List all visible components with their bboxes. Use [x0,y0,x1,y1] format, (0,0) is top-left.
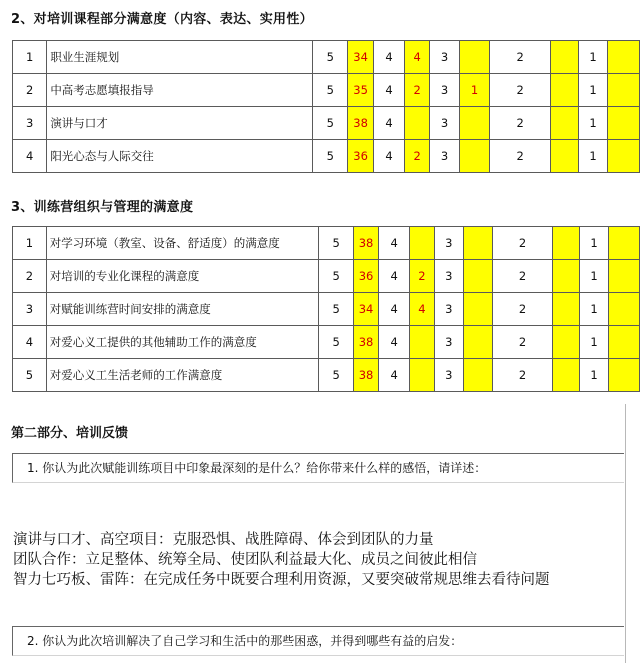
score-5-count: 35 [348,74,373,107]
score-2-count [552,293,580,326]
table-row [13,41,640,74]
table-row [13,359,640,392]
score-1-label: 1 [579,74,608,107]
row-item-label: 演讲与口才 [47,107,313,140]
score-5-count: 38 [353,326,378,359]
score-3-count [463,260,492,293]
row-item-label: 对赋能训练营时间安排的满意度 [46,293,319,326]
score-2-label: 2 [493,326,552,359]
score-2-label: 2 [490,140,551,173]
score-4-label: 4 [379,293,410,326]
score-5-label: 5 [319,227,354,260]
score-3-count [459,41,490,74]
score-1-count [607,107,639,140]
score-1-count [608,227,639,260]
row-item-label: 对爱心义工提供的其他辅助工作的满意度 [46,326,319,359]
score-2-count [550,107,578,140]
row-item-label: 对培训的专业化课程的满意度 [46,260,319,293]
score-2-label: 2 [493,293,552,326]
row-number: 1 [13,227,47,260]
score-5-label: 5 [319,293,354,326]
score-3-label: 3 [430,41,460,74]
score-2-count [552,260,580,293]
score-3-count [463,227,492,260]
score-1-label: 1 [579,140,608,173]
score-3-count [459,107,490,140]
score-1-label: 1 [579,107,608,140]
score-3-count [463,326,492,359]
score-1-count [607,140,639,173]
score-1-label: 1 [579,41,608,74]
score-5-label: 5 [319,359,354,392]
score-4-label: 4 [373,140,405,173]
score-3-label: 3 [434,260,463,293]
score-3-label: 3 [434,326,463,359]
score-4-count: 4 [410,293,435,326]
score-4-label: 4 [379,326,410,359]
table-row [13,107,640,140]
score-3-label: 3 [430,140,460,173]
score-4-label: 4 [379,359,410,392]
row-item-label: 对学习环境（教室、设备、舒适度）的满意度 [46,227,319,260]
table-row [13,326,640,359]
row-number: 4 [13,326,47,359]
score-4-count: 2 [405,140,430,173]
section2-title: 2、对培训课程部分满意度（内容、表达、实用性） [11,12,313,27]
score-3-label: 3 [430,107,460,140]
section3-title: 3、训练营组织与管理的满意度 [11,200,194,215]
score-1-label: 1 [580,326,608,359]
table-row [13,227,640,260]
score-2-count [550,41,578,74]
score-4-count: 2 [405,74,430,107]
answer-line: 团队合作：立足整体、统筹全局、使团队利益最大化、成员之间彼此相信 [13,552,477,568]
score-5-label: 5 [313,140,348,173]
row-item-label: 阳光心态与人际交往 [47,140,313,173]
score-2-count [550,74,578,107]
row-item-label: 对爱心义工生活老师的工作满意度 [46,359,319,392]
row-number: 4 [13,140,47,173]
course-satisfaction-table [12,40,640,173]
page-edge-line [625,404,626,663]
score-2-count [552,359,580,392]
row-number: 2 [13,74,47,107]
score-4-label: 4 [373,107,405,140]
score-1-count [607,41,639,74]
score-1-label: 1 [580,260,608,293]
row-number: 3 [13,293,47,326]
table-row [13,260,640,293]
score-1-label: 1 [580,227,608,260]
score-4-label: 4 [373,41,405,74]
row-item-label: 中高考志愿填报指导 [47,74,313,107]
row-number: 5 [13,359,47,392]
score-5-count: 36 [353,260,378,293]
answer-line: 演讲与口才、高空项目：克服恐惧、战胜障碍、体会到团队的力量 [13,532,434,548]
score-5-label: 5 [319,326,354,359]
score-4-count [410,359,435,392]
score-4-label: 4 [379,227,410,260]
score-2-count [552,326,580,359]
score-1-count [608,260,639,293]
score-1-count [608,293,639,326]
score-2-label: 2 [493,260,552,293]
score-5-count: 36 [348,140,373,173]
score-2-label: 2 [490,107,551,140]
score-2-count [552,227,580,260]
score-5-label: 5 [313,74,348,107]
row-item-label: 职业生涯规划 [47,41,313,74]
score-3-label: 3 [434,293,463,326]
part2-title: 第二部分、培训反馈 [11,426,129,441]
score-2-label: 2 [493,359,552,392]
score-5-count: 34 [348,41,373,74]
score-4-count [405,107,430,140]
score-3-label: 3 [434,359,463,392]
score-4-count [410,227,435,260]
score-3-count [459,140,490,173]
answer-line: 智力七巧板、雷阵：在完成任务中既要合理利用资源，又要突破常规思维去看待问题 [13,572,550,588]
score-5-label: 5 [319,260,354,293]
score-5-count: 34 [353,293,378,326]
row-number: 1 [13,41,47,74]
camp-management-table [12,226,640,392]
score-5-count: 38 [353,227,378,260]
score-3-label: 3 [434,227,463,260]
score-2-label: 2 [493,227,552,260]
score-4-label: 4 [373,74,405,107]
row-number: 2 [13,260,47,293]
score-1-count [608,359,639,392]
table-row [13,293,640,326]
score-2-label: 2 [490,74,551,107]
score-1-label: 1 [580,359,608,392]
score-5-label: 5 [313,41,348,74]
score-5-label: 5 [313,107,348,140]
question-2: 2. 你认为此次培训解决了自己学习和生活中的那些困惑，并得到哪些有益的启发： [12,626,624,656]
score-2-count [550,140,578,173]
score-4-count: 4 [405,41,430,74]
question-1: 1. 你认为此次赋能训练项目中印象最深刻的是什么？给你带来什么样的感悟，请详述： [12,453,624,483]
score-3-count: 1 [459,74,490,107]
score-3-label: 3 [430,74,460,107]
score-3-count [463,359,492,392]
score-2-label: 2 [490,41,551,74]
score-3-count [463,293,492,326]
score-5-count: 38 [348,107,373,140]
row-number: 3 [13,107,47,140]
score-4-count [410,326,435,359]
answer-block [13,530,550,590]
table-row [13,74,640,107]
score-1-label: 1 [580,293,608,326]
score-1-count [607,74,639,107]
score-5-count: 38 [353,359,378,392]
score-4-label: 4 [379,260,410,293]
table-row [13,140,640,173]
score-1-count [608,326,639,359]
score-4-count: 2 [410,260,435,293]
